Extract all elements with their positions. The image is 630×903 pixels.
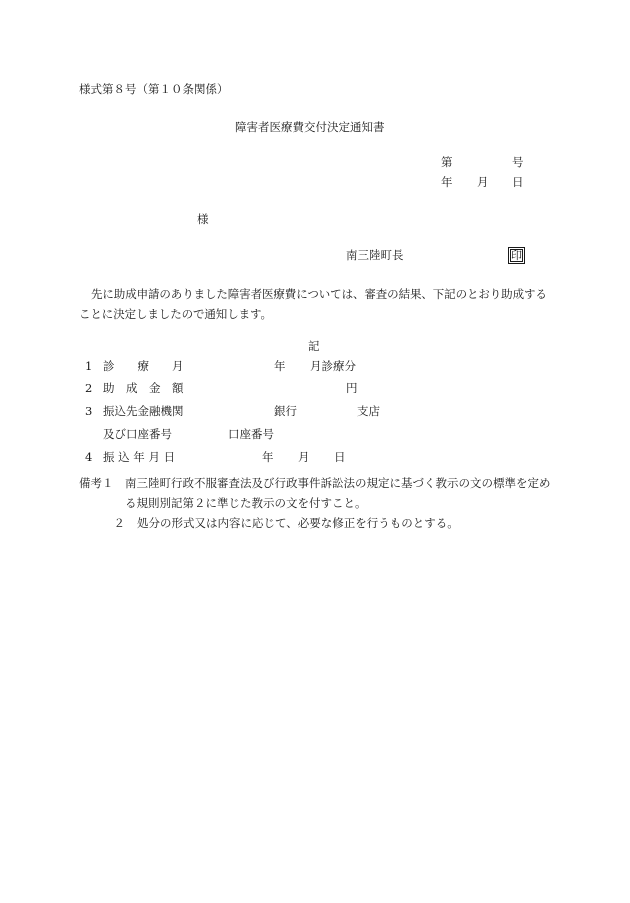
body-text: 先に助成申請のありました障害者医療費については、審査の結果、下記のとおり助成することに決定しましたので通知します。 [79,287,547,321]
item-1-year: 年 [274,359,286,373]
item-2-yen: 円 [346,381,358,395]
item-3-number: 3 [85,404,93,418]
remark-1 [79,473,554,513]
item-4-label: 振 込 年 月 日 [103,450,176,464]
ki-label: 記 [308,339,320,353]
remark-1-text: 南三陸町行政不服審査法及び行政事件訴訟法の規定に基づく教示の文の標準を定める規則別記第２に準じた教示の文を付すこと。 [125,476,551,510]
item-2-label: 助 成 金 額 [103,381,184,395]
issue-day: 日 [512,175,524,189]
item-4-year: 年 [262,450,274,464]
item-3-bank: 銀行 [274,404,297,418]
item-3-label: 振込先金融機関 [103,404,184,418]
form-number: 様式第８号（第１０条関係） [79,82,229,96]
issuer-name: 南三陸町長 [346,248,404,262]
remark-2-number: ２ [113,516,125,530]
remark-2 [79,513,554,533]
item-3-account: 口座番号 [228,427,274,441]
item-2-number: 2 [85,381,93,395]
item-1-label: 診 療 月 [103,359,184,373]
item-4-number: 4 [85,450,93,464]
item-3-label2: 及び口座番号 [103,427,172,441]
item-1-number: 1 [85,359,93,373]
document-title: 障害者医療費交付決定通知書 [235,120,385,134]
issue-go: 号 [512,155,524,169]
issue-dai: 第 [441,155,453,169]
item-4-month: 月 [298,450,310,464]
item-4-day: 日 [334,450,346,464]
remarks-block [79,473,554,533]
item-3-branch: 支店 [357,404,380,418]
issue-year: 年 [441,175,453,189]
seal-stamp: 印 [508,247,525,264]
item-1-month-suffix: 月診療分 [310,359,356,373]
remark-2-text: 処分の形式又は内容に応じて、必要な修正を行うものとする。 [137,516,459,530]
remarks-heading: 備考１ [79,476,114,490]
recipient-suffix: 様 [197,212,209,226]
issue-month: 月 [477,175,489,189]
